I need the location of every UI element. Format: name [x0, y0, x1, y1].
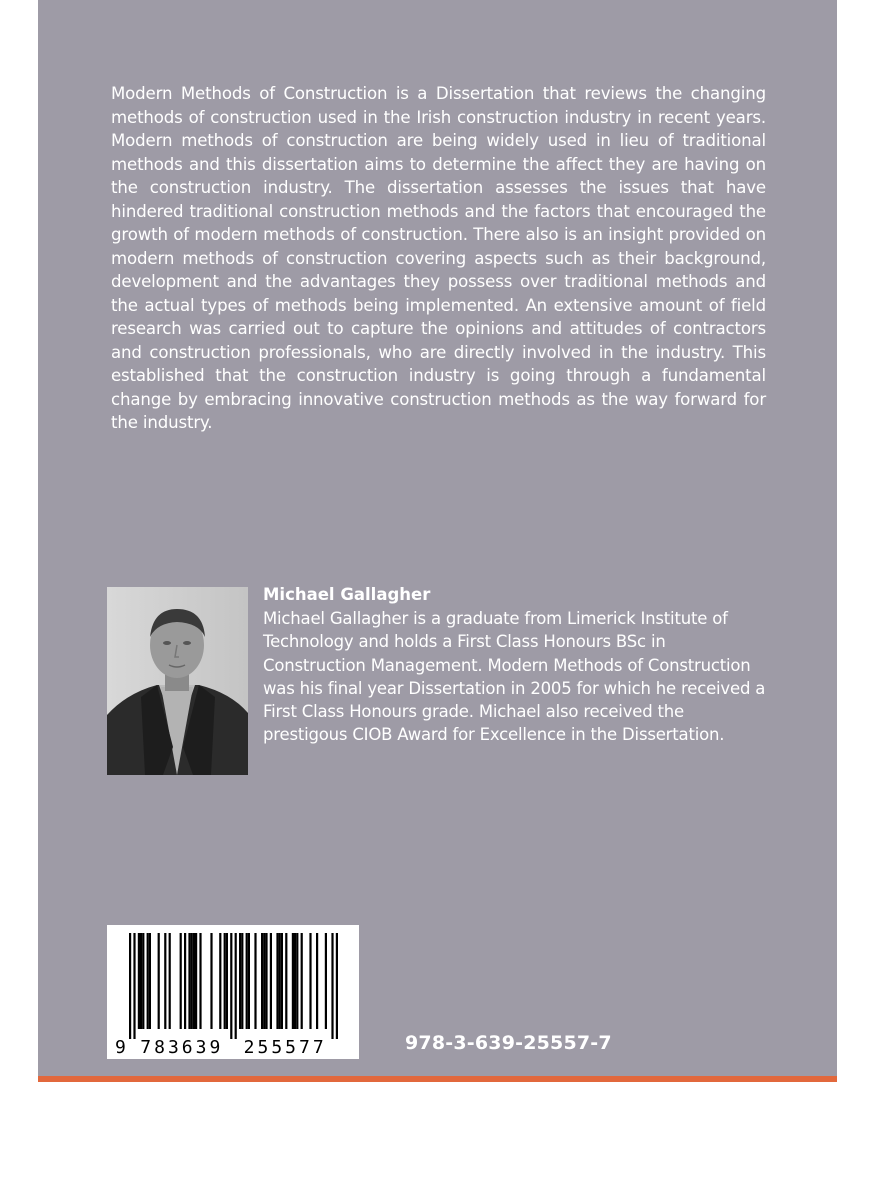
accent-stripe	[38, 1076, 837, 1082]
barcode-bar	[336, 933, 338, 1039]
barcode-bar	[301, 933, 303, 1029]
author-photo	[107, 587, 248, 775]
barcode-bar	[230, 933, 232, 1039]
barcode-bar	[158, 933, 160, 1029]
isbn-number: 978-3-639-25557-7	[405, 1032, 612, 1054]
barcode-bar	[281, 933, 283, 1029]
barcode-bar	[140, 933, 142, 1029]
barcode-bar	[254, 933, 256, 1029]
barcode-bar	[285, 933, 287, 1029]
barcode-bar	[164, 933, 166, 1029]
barcode-bar	[210, 933, 212, 1029]
barcode-bar	[325, 933, 327, 1029]
barcode-bar	[142, 933, 144, 1029]
barcode-bar	[265, 933, 267, 1029]
barcode-bar	[316, 933, 318, 1029]
barcode-bar	[191, 933, 193, 1029]
barcode-bar	[193, 933, 195, 1029]
author-name: Michael Gallagher	[263, 585, 431, 604]
barcode-bar	[279, 933, 281, 1029]
barcode-bar	[248, 933, 250, 1029]
book-description: Modern Methods of Construction is a Dissertation that reviews the changing methods of construction used in the Irish construction industry in recent years. Modern methods of construction are being widely used in lieu of traditional methods and this dissertation aims to determine the affect they are having on the construction industry. The dissertation assesses the issues that have hindered traditional construction methods and the factors that encouraged the growth of modern methods of construction. There also is an insight provided on modern methods of construction covering aspects such as their background, development and the advantages they possess over traditional methods and the actual types of methods being implemented. An extensive amount of field research was carried out to capture the opinions and attitudes of contractors and construction professionals, who are directly involved in the industry. This established that the construction industry is going through a fundamental change by embracing innovative construction methods as the way forward for the industry.	[111, 84, 766, 432]
barcode-bar	[294, 933, 296, 1029]
barcode-digits-group: 783639	[140, 1037, 224, 1058]
barcode-bar	[188, 933, 190, 1029]
barcode-bar	[219, 933, 221, 1029]
barcode-digits-group: 255577	[243, 1037, 327, 1058]
barcode-bar	[270, 933, 272, 1029]
barcode-bar	[235, 933, 237, 1039]
barcode-bar	[180, 933, 182, 1029]
barcode-bar	[292, 933, 294, 1029]
barcode-bar	[261, 933, 263, 1029]
isbn-barcode	[107, 925, 359, 1059]
barcode-bar	[276, 933, 278, 1029]
author-bio: Michael Gallagher is a graduate from Limerick Institute of Technology and holds a First Class Honours BSc in Construction Management. Modern Methods of Construction was his final year Dissertation in 2005 for which he received a First Class Honours grade. Michael also received the prestigous CIOB Award for Excellence in the Dissertation.	[263, 609, 766, 745]
barcode-bar	[199, 933, 201, 1029]
barcode-bar	[195, 933, 197, 1029]
barcode-bar	[246, 933, 248, 1029]
barcode-bar	[133, 933, 135, 1039]
barcode-bar	[138, 933, 140, 1029]
barcode-bar	[331, 933, 333, 1039]
barcode-bar	[169, 933, 171, 1029]
barcode-bar	[184, 933, 186, 1029]
barcode-bar	[309, 933, 311, 1029]
barcode-digit: 9	[115, 1037, 126, 1058]
barcode-bar	[149, 933, 151, 1029]
barcode-bar	[239, 933, 241, 1029]
barcode-bar	[129, 933, 131, 1039]
barcode-bar	[226, 933, 228, 1029]
barcode-bar	[224, 933, 226, 1029]
barcode-bar	[263, 933, 265, 1029]
barcode-bar	[147, 933, 149, 1029]
barcode-bar	[296, 933, 298, 1029]
barcode-bar	[241, 933, 243, 1029]
